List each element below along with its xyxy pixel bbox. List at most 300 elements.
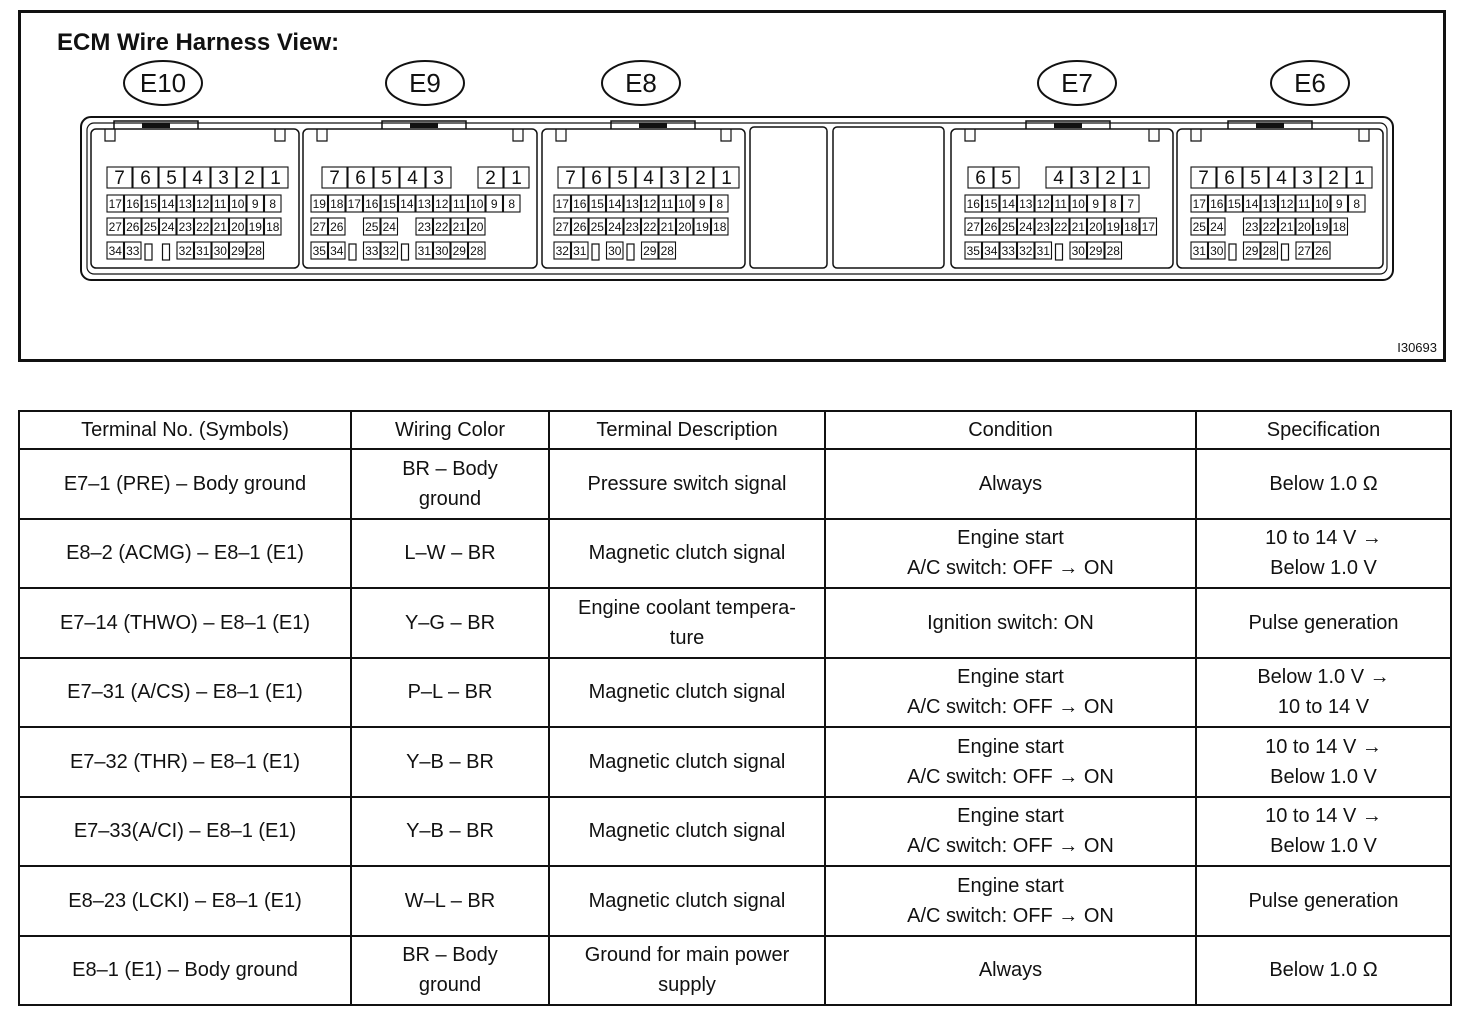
pin-number: 32 — [1019, 244, 1033, 258]
connector-e6-key-slot — [1282, 244, 1289, 260]
table-row — [19, 658, 1451, 728]
cell-condition — [825, 797, 1196, 867]
cell-description — [549, 588, 825, 658]
pin-number: 29 — [643, 244, 657, 258]
cell-wiring-color — [351, 936, 549, 1006]
pin-number: 12 — [1280, 197, 1294, 211]
pin-number: 14 — [1245, 197, 1259, 211]
pin-number: 33 — [126, 244, 140, 258]
cell-terminal: E7–32 (THR) – E8–1 (E1) — [19, 727, 351, 797]
pin-number: 22 — [1262, 220, 1276, 234]
cell-condition-line: A/C switch: OFF → ON — [907, 904, 1114, 927]
pin-number: 23 — [625, 220, 639, 234]
pin-number: 15 — [382, 197, 396, 211]
pin-number: 4 — [1276, 168, 1287, 189]
pin-number: 7 — [1198, 168, 1209, 189]
cell-specification-line: Pulse generation — [1248, 889, 1399, 912]
connector-e8-label: E8 — [625, 68, 657, 98]
pin-number: 3 — [669, 168, 680, 189]
pin-number: 21 — [213, 220, 227, 234]
pin-number: 23 — [1245, 220, 1259, 234]
pin-number: 3 — [1302, 168, 1313, 189]
cell-description-line: Magnetic clutch signal — [588, 542, 786, 565]
cell-specification — [1196, 519, 1451, 589]
connector-e7-lock-latch — [1054, 123, 1082, 128]
pin-number: 11 — [453, 197, 466, 211]
pin-number: 1 — [270, 168, 281, 189]
pin-number: 27 — [966, 220, 980, 234]
pin-number: 16 — [126, 197, 140, 211]
pin-number: 2 — [695, 168, 706, 189]
connector-e7-notch-right — [1149, 129, 1159, 141]
cell-specification-line: Below 1.0 V — [1270, 557, 1377, 580]
pin-number: 8 — [1109, 197, 1117, 211]
pin-number: 11 — [1298, 197, 1311, 211]
cell-specification-line: 10 to 14 V — [1277, 696, 1370, 719]
cell-description — [549, 936, 825, 1006]
pin-number: 28 — [470, 244, 484, 258]
pin-number: 20 — [1089, 220, 1103, 234]
connector-e9-label: E9 — [409, 68, 441, 98]
cell-condition — [825, 936, 1196, 1006]
pin-number: 25 — [143, 220, 157, 234]
connector-e10-notch-right — [275, 129, 285, 141]
pin-number: 2 — [244, 168, 255, 189]
pin-number: 20 — [678, 220, 692, 234]
blank-block-left — [750, 127, 827, 268]
cell-condition-line: A/C switch: OFF → ON — [907, 557, 1114, 580]
pin-number: 10 — [470, 197, 484, 211]
cell-condition — [825, 658, 1196, 728]
cell-description-line: Engine coolant tempera- — [578, 596, 796, 619]
cell-condition-line: Engine start — [957, 874, 1064, 897]
pin-number: 30 — [435, 244, 449, 258]
pin-number: 24 — [161, 220, 175, 234]
cell-wiring-color — [351, 588, 549, 658]
terminal-spec-table — [18, 410, 1452, 1006]
pin-number: 34 — [108, 244, 122, 258]
connector-e9-notch-left — [317, 129, 327, 141]
table-row — [19, 797, 1451, 867]
table-row — [19, 588, 1451, 658]
pin-number: 7 — [1127, 197, 1135, 211]
pin-number: 30 — [1210, 244, 1224, 258]
pin-number: 11 — [661, 197, 674, 211]
table-row — [19, 449, 1451, 519]
pin-number: 9 — [698, 197, 706, 211]
pin-number: 17 — [1141, 220, 1155, 234]
pin-number: 34 — [984, 244, 998, 258]
connector-e7-notch-left — [965, 129, 975, 141]
cell-wiring-color-line: ground — [418, 974, 482, 997]
pin-number: 12 — [1036, 197, 1050, 211]
pin-number: 31 — [573, 244, 587, 258]
pin-number: 9 — [1335, 197, 1343, 211]
pin-number: 6 — [1224, 168, 1235, 189]
connector-e6-label: E6 — [1294, 68, 1326, 98]
pin-number: 5 — [381, 168, 392, 189]
pin-number: 7 — [329, 168, 340, 189]
table-row — [19, 866, 1451, 936]
cell-condition — [825, 866, 1196, 936]
cell-description — [549, 797, 825, 867]
pin-number: 7 — [565, 168, 576, 189]
connector-e9-notch-right — [513, 129, 523, 141]
pin-number: 9 — [1092, 197, 1100, 211]
cell-specification — [1196, 449, 1451, 519]
pin-number: 17 — [108, 197, 122, 211]
pin-number: 24 — [382, 220, 396, 234]
pin-number: 15 — [984, 197, 998, 211]
pin-number: 19 — [312, 197, 326, 211]
pin-number: 32 — [555, 244, 569, 258]
cell-wiring-color — [351, 727, 549, 797]
cell-specification-line: 10 to 14 V → — [1265, 527, 1382, 550]
pin-number: 5 — [617, 168, 628, 189]
pin-number: 4 — [1053, 168, 1064, 189]
pin-number: 23 — [1036, 220, 1050, 234]
pin-number: 26 — [573, 220, 587, 234]
pin-number: 9 — [490, 197, 498, 211]
connector-e10-notch-left — [105, 129, 115, 141]
blank-block-right — [833, 127, 944, 268]
pin-number: 14 — [608, 197, 622, 211]
pin-number: 34 — [330, 244, 344, 258]
cell-terminal: E8–23 (LCKI) – E8–1 (E1) — [19, 866, 351, 936]
cell-description — [549, 449, 825, 519]
pin-number: 18 — [1332, 220, 1346, 234]
cell-description-line: Magnetic clutch signal — [588, 681, 786, 704]
pin-number: 2 — [1328, 168, 1339, 189]
pin-number: 25 — [1001, 220, 1015, 234]
pin-number: 15 — [590, 197, 604, 211]
pin-number: 10 — [1071, 197, 1085, 211]
table-body — [19, 449, 1451, 1005]
header-condition: Condition — [825, 411, 1196, 449]
pin-number: 12 — [643, 197, 657, 211]
connector-e6-lock-latch — [1256, 123, 1284, 128]
pin-number: 19 — [695, 220, 709, 234]
pin-number: 31 — [1192, 244, 1206, 258]
cell-condition-line: Engine start — [957, 666, 1064, 689]
pin-number: 29 — [1245, 244, 1259, 258]
cell-description — [549, 519, 825, 589]
connector-e7-label: E7 — [1061, 68, 1093, 98]
connector-e8-key-slot — [592, 244, 599, 260]
cell-specification-line: Below 1.0 V — [1270, 835, 1377, 858]
cell-specification — [1196, 658, 1451, 728]
connector-e6-key-slot — [1229, 244, 1236, 260]
diagram-title: ECM Wire Harness View: — [57, 29, 340, 56]
pin-number: 10 — [1315, 197, 1329, 211]
table-header-row — [19, 411, 1451, 449]
connector-e9-key-slot — [402, 244, 409, 260]
pin-number: 3 — [1079, 168, 1090, 189]
pin-number: 25 — [365, 220, 379, 234]
connector-e8-key-slot — [627, 244, 634, 260]
cell-description — [549, 866, 825, 936]
table-row — [19, 936, 1451, 1006]
pin-number: 19 — [248, 220, 262, 234]
pin-number: 31 — [1036, 244, 1050, 258]
pin-number: 5 — [1250, 168, 1261, 189]
pin-number: 30 — [608, 244, 622, 258]
pin-number: 28 — [248, 244, 262, 258]
pin-number: 14 — [161, 197, 175, 211]
pin-number: 14 — [1001, 197, 1015, 211]
cell-wiring-color — [351, 519, 549, 589]
pin-number: 13 — [417, 197, 431, 211]
cell-terminal: E7–14 (THWO) – E8–1 (E1) — [19, 588, 351, 658]
pin-number: 17 — [347, 197, 361, 211]
pin-number: 22 — [435, 220, 449, 234]
pin-number: 1 — [1354, 168, 1365, 189]
cell-specification-line: 10 to 14 V → — [1265, 735, 1382, 758]
cell-condition-line: Ignition switch: ON — [927, 611, 1094, 634]
pin-number: 13 — [625, 197, 639, 211]
pin-number: 21 — [452, 220, 466, 234]
cell-condition-line: Always — [978, 472, 1043, 495]
cell-specification — [1196, 936, 1451, 1006]
cell-terminal: E7–1 (PRE) – Body ground — [19, 449, 351, 519]
connector-e10-key-slot — [163, 244, 170, 260]
pin-number: 20 — [231, 220, 245, 234]
pin-number: 12 — [196, 197, 210, 211]
cell-wiring-color-line: Y–G – BR — [404, 611, 496, 634]
pin-number: 10 — [678, 197, 692, 211]
cell-condition — [825, 519, 1196, 589]
pin-number: 27 — [312, 220, 326, 234]
pin-number: 27 — [108, 220, 122, 234]
pin-number: 26 — [126, 220, 140, 234]
pin-number: 15 — [1227, 197, 1241, 211]
pin-number: 27 — [1297, 244, 1311, 258]
header-description: Terminal Description — [549, 411, 825, 449]
cell-specification-line: Below 1.0 Ω — [1269, 472, 1378, 495]
connector-e10-key-slot — [145, 244, 152, 260]
pin-number: 15 — [143, 197, 157, 211]
cell-description-line: supply — [658, 974, 716, 997]
harness-diagram — [21, 13, 1443, 359]
pin-number: 17 — [555, 197, 569, 211]
pin-number: 8 — [269, 197, 277, 211]
pin-number: 7 — [114, 168, 125, 189]
pin-number: 33 — [365, 244, 379, 258]
pin-number: 14 — [400, 197, 414, 211]
pin-number: 16 — [966, 197, 980, 211]
pin-number: 22 — [643, 220, 657, 234]
cell-specification — [1196, 797, 1451, 867]
cell-wiring-color-line: P–L – BR — [407, 681, 493, 704]
pin-number: 21 — [660, 220, 674, 234]
pin-number: 35 — [312, 244, 326, 258]
pin-number: 22 — [1054, 220, 1068, 234]
connector-e6-notch-right — [1359, 129, 1369, 141]
cell-condition-line: Engine start — [957, 805, 1064, 828]
pin-number: 29 — [1089, 244, 1103, 258]
pin-number: 28 — [660, 244, 674, 258]
cell-description-line: Ground for main power — [584, 944, 790, 967]
pin-number: 16 — [573, 197, 587, 211]
pin-number: 23 — [178, 220, 192, 234]
pin-number: 32 — [178, 244, 192, 258]
connector-e8-lock-latch — [639, 123, 667, 128]
header-terminal: Terminal No. (Symbols) — [19, 411, 351, 449]
cell-description-line: Magnetic clutch signal — [588, 820, 786, 843]
pin-number: 11 — [214, 197, 227, 211]
cell-condition-line: A/C switch: OFF → ON — [907, 835, 1114, 858]
connector-e6-notch-left — [1191, 129, 1201, 141]
pin-number: 30 — [1071, 244, 1085, 258]
pin-number: 21 — [1071, 220, 1085, 234]
table-row — [19, 727, 1451, 797]
cell-wiring-color-line: Y–B – BR — [406, 750, 494, 773]
pin-number: 6 — [140, 168, 151, 189]
cell-description — [549, 727, 825, 797]
pin-number: 2 — [485, 168, 496, 189]
cell-wiring-color — [351, 658, 549, 728]
pin-number: 19 — [1315, 220, 1329, 234]
cell-description-line: Magnetic clutch signal — [588, 889, 786, 912]
pin-number: 1 — [721, 168, 732, 189]
pin-number: 5 — [166, 168, 177, 189]
cell-description-line: ture — [669, 626, 705, 649]
pin-number: 3 — [433, 168, 444, 189]
cell-condition — [825, 449, 1196, 519]
table-row — [19, 519, 1451, 589]
cell-condition-line: Engine start — [957, 735, 1064, 758]
pin-number: 18 — [713, 220, 727, 234]
pin-number: 4 — [643, 168, 654, 189]
cell-description-line: Magnetic clutch signal — [588, 750, 786, 773]
cell-condition — [825, 727, 1196, 797]
pin-number: 17 — [1192, 197, 1206, 211]
cell-specification — [1196, 588, 1451, 658]
pin-number: 16 — [365, 197, 379, 211]
pin-number: 29 — [452, 244, 466, 258]
pin-number: 4 — [192, 168, 203, 189]
cell-wiring-color — [351, 449, 549, 519]
header-specification: Specification — [1196, 411, 1451, 449]
pin-number: 26 — [1315, 244, 1329, 258]
cell-wiring-color — [351, 866, 549, 936]
pin-number: 20 — [470, 220, 484, 234]
pin-number: 10 — [231, 197, 245, 211]
cell-specification — [1196, 866, 1451, 936]
cell-terminal: E8–2 (ACMG) – E8–1 (E1) — [19, 519, 351, 589]
pin-number: 6 — [591, 168, 602, 189]
pin-number: 18 — [1124, 220, 1138, 234]
connector-e10-label: E10 — [139, 68, 187, 98]
pin-number: 26 — [330, 220, 344, 234]
connector-e8-notch-right — [721, 129, 731, 141]
connector-e9-lock-latch — [410, 123, 438, 128]
connector-e10-lock-latch — [142, 123, 170, 128]
pin-number: 13 — [1019, 197, 1033, 211]
cell-wiring-color-line: BR – Body — [402, 457, 498, 480]
cell-wiring-color-line: BR – Body — [402, 944, 498, 967]
pin-number: 21 — [1280, 220, 1294, 234]
connector-e7-key-slot — [1056, 244, 1063, 260]
pin-number: 4 — [407, 168, 418, 189]
cell-wiring-color-line: Y–B – BR — [406, 820, 494, 843]
pin-number: 19 — [1106, 220, 1120, 234]
pin-number: 32 — [382, 244, 396, 258]
connector-e8-notch-left — [556, 129, 566, 141]
pin-number: 8 — [508, 197, 516, 211]
pin-number: 8 — [716, 197, 724, 211]
cell-specification — [1196, 727, 1451, 797]
cell-terminal: E7–31 (A/CS) – E8–1 (E1) — [19, 658, 351, 728]
cell-condition-line: A/C switch: OFF → ON — [907, 765, 1114, 788]
pin-number: 25 — [590, 220, 604, 234]
pin-number: 20 — [1297, 220, 1311, 234]
pin-number: 12 — [435, 197, 449, 211]
figure-id: I30693 — [1397, 340, 1437, 355]
cell-terminal: E8–1 (E1) – Body ground — [19, 936, 351, 1006]
pin-number: 1 — [511, 168, 522, 189]
harness-diagram-frame — [18, 10, 1446, 362]
pin-number: 23 — [417, 220, 431, 234]
pin-number: 24 — [1210, 220, 1224, 234]
pin-number: 25 — [1192, 220, 1206, 234]
pin-number: 24 — [608, 220, 622, 234]
cell-specification-line: Pulse generation — [1248, 611, 1399, 634]
cell-description — [549, 658, 825, 728]
pin-number: 29 — [231, 244, 245, 258]
pin-number: 16 — [1210, 197, 1224, 211]
pin-number: 27 — [555, 220, 569, 234]
pin-number: 26 — [984, 220, 998, 234]
pin-number: 22 — [196, 220, 210, 234]
cell-wiring-color-line: W–L – BR — [404, 889, 496, 912]
cell-terminal: E7–33(A/CI) – E8–1 (E1) — [19, 797, 351, 867]
cell-wiring-color — [351, 797, 549, 867]
cell-condition-line: Engine start — [957, 527, 1064, 550]
cell-specification-line: Below 1.0 Ω — [1269, 959, 1378, 982]
pin-number: 28 — [1106, 244, 1120, 258]
pin-number: 33 — [1001, 244, 1015, 258]
cell-specification-line: Below 1.0 V — [1270, 765, 1377, 788]
header-wiring-color: Wiring Color — [351, 411, 549, 449]
pin-number: 24 — [1019, 220, 1033, 234]
cell-wiring-color-line: ground — [418, 487, 482, 510]
cell-specification-line: Below 1.0 V → — [1257, 666, 1390, 689]
pin-number: 8 — [1353, 197, 1361, 211]
pin-number: 31 — [196, 244, 210, 258]
connector-e9-key-slot — [349, 244, 356, 260]
cell-wiring-color-line: L–W – BR — [404, 542, 496, 565]
pin-number: 9 — [251, 197, 259, 211]
pin-number: 18 — [330, 197, 344, 211]
cell-condition-line: Always — [978, 959, 1043, 982]
pin-number: 31 — [417, 244, 431, 258]
pin-number: 13 — [1262, 197, 1276, 211]
pin-number: 6 — [355, 168, 366, 189]
cell-condition-line: A/C switch: OFF → ON — [907, 696, 1114, 719]
pin-number: 2 — [1105, 168, 1116, 189]
pin-number: 13 — [178, 197, 192, 211]
cell-specification-line: 10 to 14 V → — [1265, 805, 1382, 828]
pin-number: 11 — [1054, 197, 1067, 211]
pin-number: 5 — [1001, 168, 1012, 189]
cell-description-line: Pressure switch signal — [587, 472, 787, 495]
pin-number: 3 — [218, 168, 229, 189]
pin-number: 30 — [213, 244, 227, 258]
pin-number: 28 — [1262, 244, 1276, 258]
pin-number: 1 — [1131, 168, 1142, 189]
pin-number: 6 — [975, 168, 986, 189]
